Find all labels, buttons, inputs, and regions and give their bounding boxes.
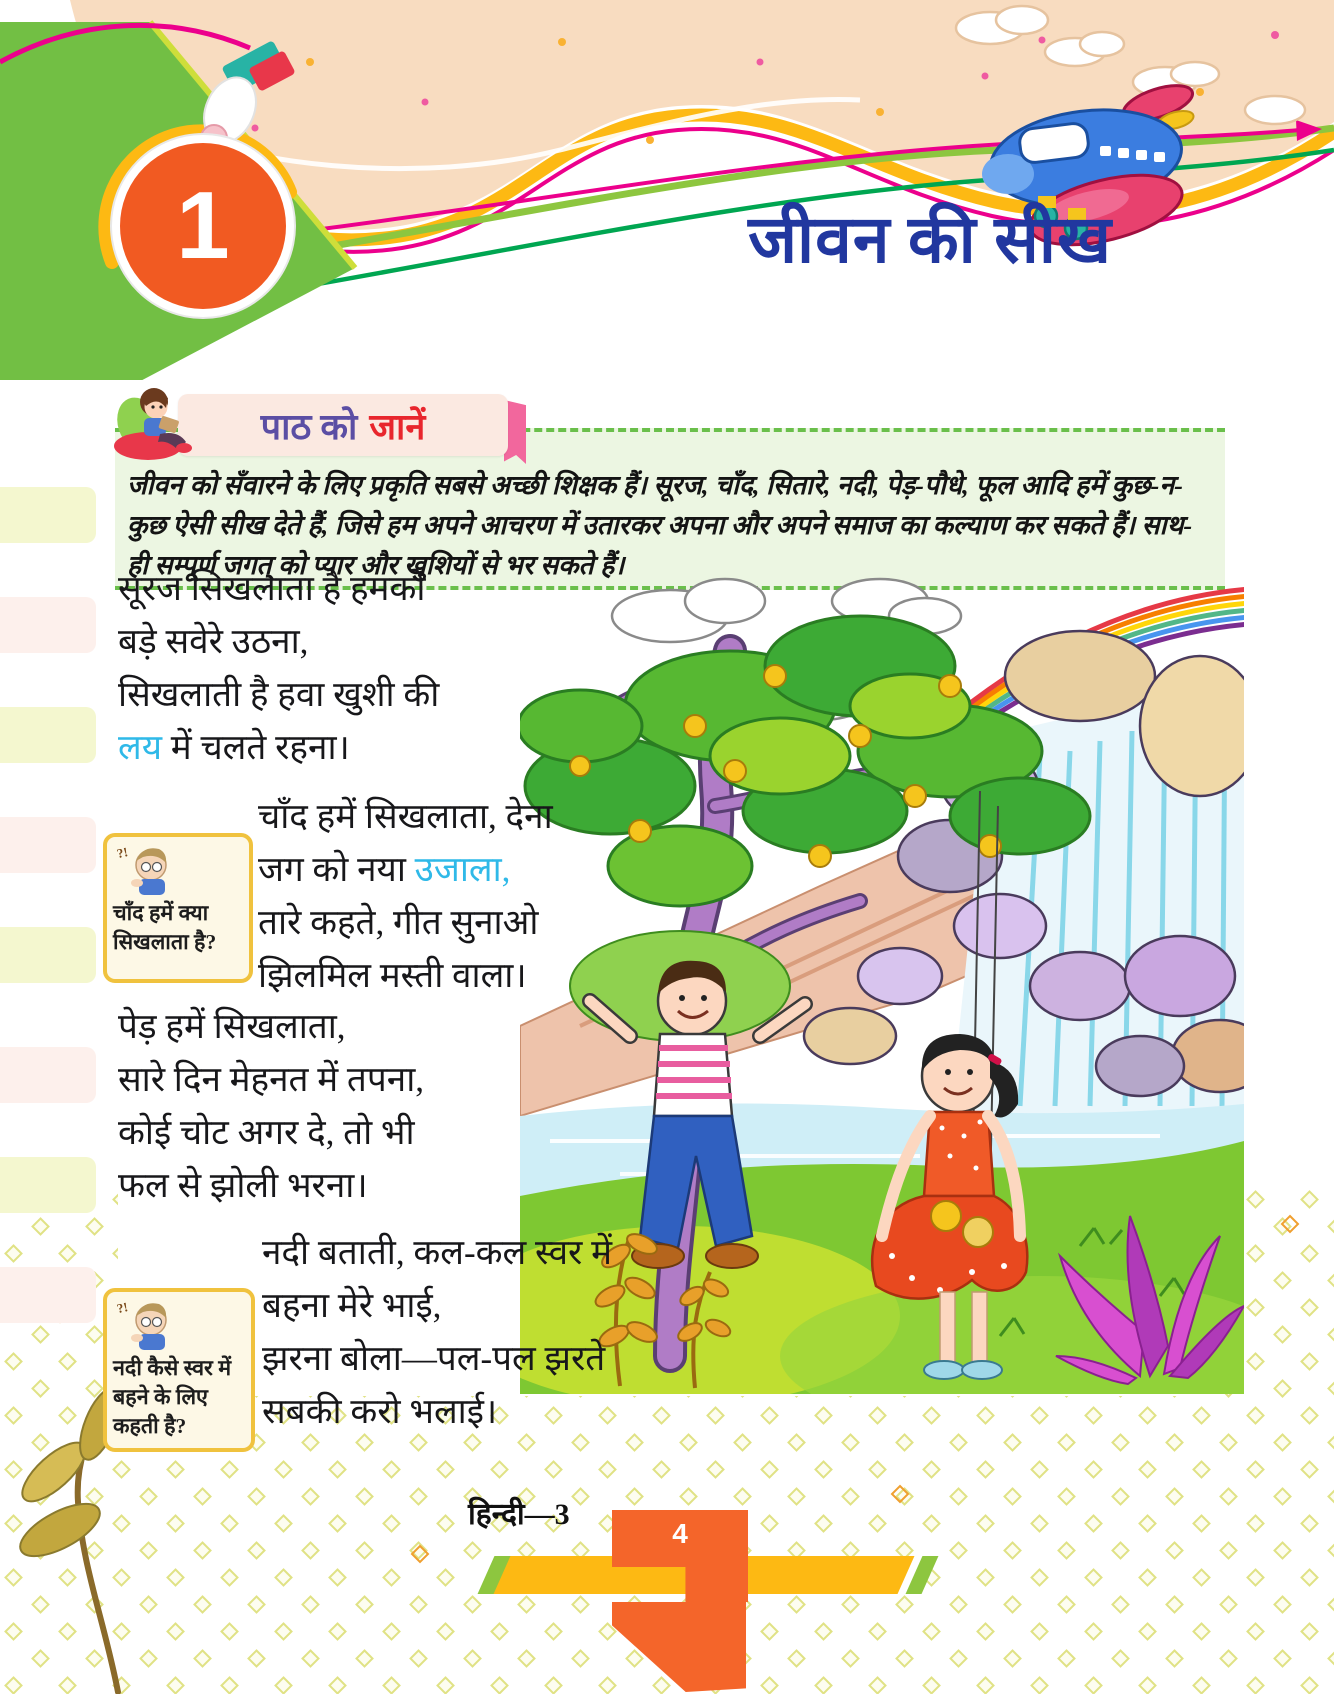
poem-line: सूरज सिखलाता है हमको bbox=[118, 569, 426, 608]
poem-line: फल से झोली भरना। bbox=[118, 1166, 368, 1205]
thinking-kid-icon bbox=[113, 841, 243, 899]
reading-boy-icon bbox=[108, 378, 196, 462]
poem-line: पेड़ हमें सिखलाता, bbox=[118, 1007, 346, 1046]
lesson-banner bbox=[178, 394, 508, 456]
side-tab bbox=[0, 1267, 96, 1323]
side-tab bbox=[0, 597, 96, 653]
question-text: नदी कैसे स्वर में बहने के लिए कहती है? bbox=[113, 1356, 232, 1439]
highlighted-word: लय bbox=[118, 728, 163, 767]
question-box-1 bbox=[103, 833, 253, 983]
poem-line: चाँद हमें सिखलाता, देना bbox=[258, 797, 553, 836]
lesson-banner-label-1: पाठ को bbox=[260, 406, 358, 447]
side-tab bbox=[0, 817, 96, 873]
lesson-banner-label-2: जानें bbox=[369, 406, 426, 447]
poem-line: सिखलाती है हवा खुशी की bbox=[118, 675, 440, 714]
poem-line bbox=[258, 843, 553, 896]
poem-line: बड़े सवेरे उठना, bbox=[118, 622, 309, 661]
poem-stanza-4 bbox=[262, 1226, 612, 1438]
page-title: जीवन की सीख bbox=[748, 204, 1112, 277]
book-label: हिन्दी—3 bbox=[468, 1498, 570, 1531]
question-text: चाँद हमें क्या सिखलाता है? bbox=[113, 901, 217, 955]
poem-line: नदी बताती, कल-कल स्वर में bbox=[262, 1233, 613, 1272]
chapter-number: 1 bbox=[176, 172, 230, 279]
side-tab bbox=[0, 1157, 96, 1213]
side-tab bbox=[0, 927, 96, 983]
chapter-number-badge bbox=[112, 135, 294, 317]
poem-line: कोई चोट अगर दे, तो भी bbox=[118, 1113, 415, 1152]
lesson-intro-text: जीवन को सँवारने के लिए प्रकृति सबसे अच्छी शिक्षक हैं। सूरज, चाँद, सितारे, नदी, पेड़-पौधे, फूल आदि हमें कुछ-न-कुछ ऐसी सीख देते हैं, जिसे हम अपने आचरण में उतारकर अपना और अपने समाज का कल्याण कर सकते हैं। साथ-ही सम्पूर्ण जगत् को प्यार और खुशियों से भर सकते हैं। bbox=[127, 470, 1193, 580]
side-tab bbox=[0, 487, 96, 543]
poem-line bbox=[118, 721, 439, 774]
side-tab bbox=[0, 707, 96, 763]
poem-line: तारे कहते, गीत सुनाओ bbox=[258, 903, 539, 942]
scene-illustration bbox=[520, 556, 1244, 1394]
poem-line: झरना बोला—पल-पल झरते bbox=[262, 1339, 606, 1378]
page-number: 4 bbox=[672, 1518, 688, 1549]
svg-text:?!: ?! bbox=[115, 1299, 130, 1317]
question-box-2 bbox=[103, 1288, 255, 1452]
poem-line: झिलमिल मस्ती वाला। bbox=[258, 956, 527, 995]
poem-stanza-3 bbox=[118, 1000, 424, 1212]
poem-line-rest: में चलते रहना। bbox=[162, 728, 350, 767]
poem-line: सबकी करो भलाई। bbox=[262, 1392, 498, 1431]
poem-stanza-1 bbox=[118, 562, 439, 774]
poem-line-pre: जग को नया bbox=[258, 850, 415, 889]
thinking-kid-icon bbox=[113, 1296, 245, 1354]
highlighted-word: उजाला, bbox=[414, 850, 511, 889]
side-tab bbox=[0, 1047, 96, 1103]
poem-line: सारे दिन मेहनत में तपना, bbox=[118, 1060, 425, 1099]
poem-line: बहना मेरे भाई, bbox=[262, 1286, 442, 1325]
poem-stanza-2 bbox=[258, 790, 553, 1002]
svg-text:?!: ?! bbox=[115, 844, 130, 862]
